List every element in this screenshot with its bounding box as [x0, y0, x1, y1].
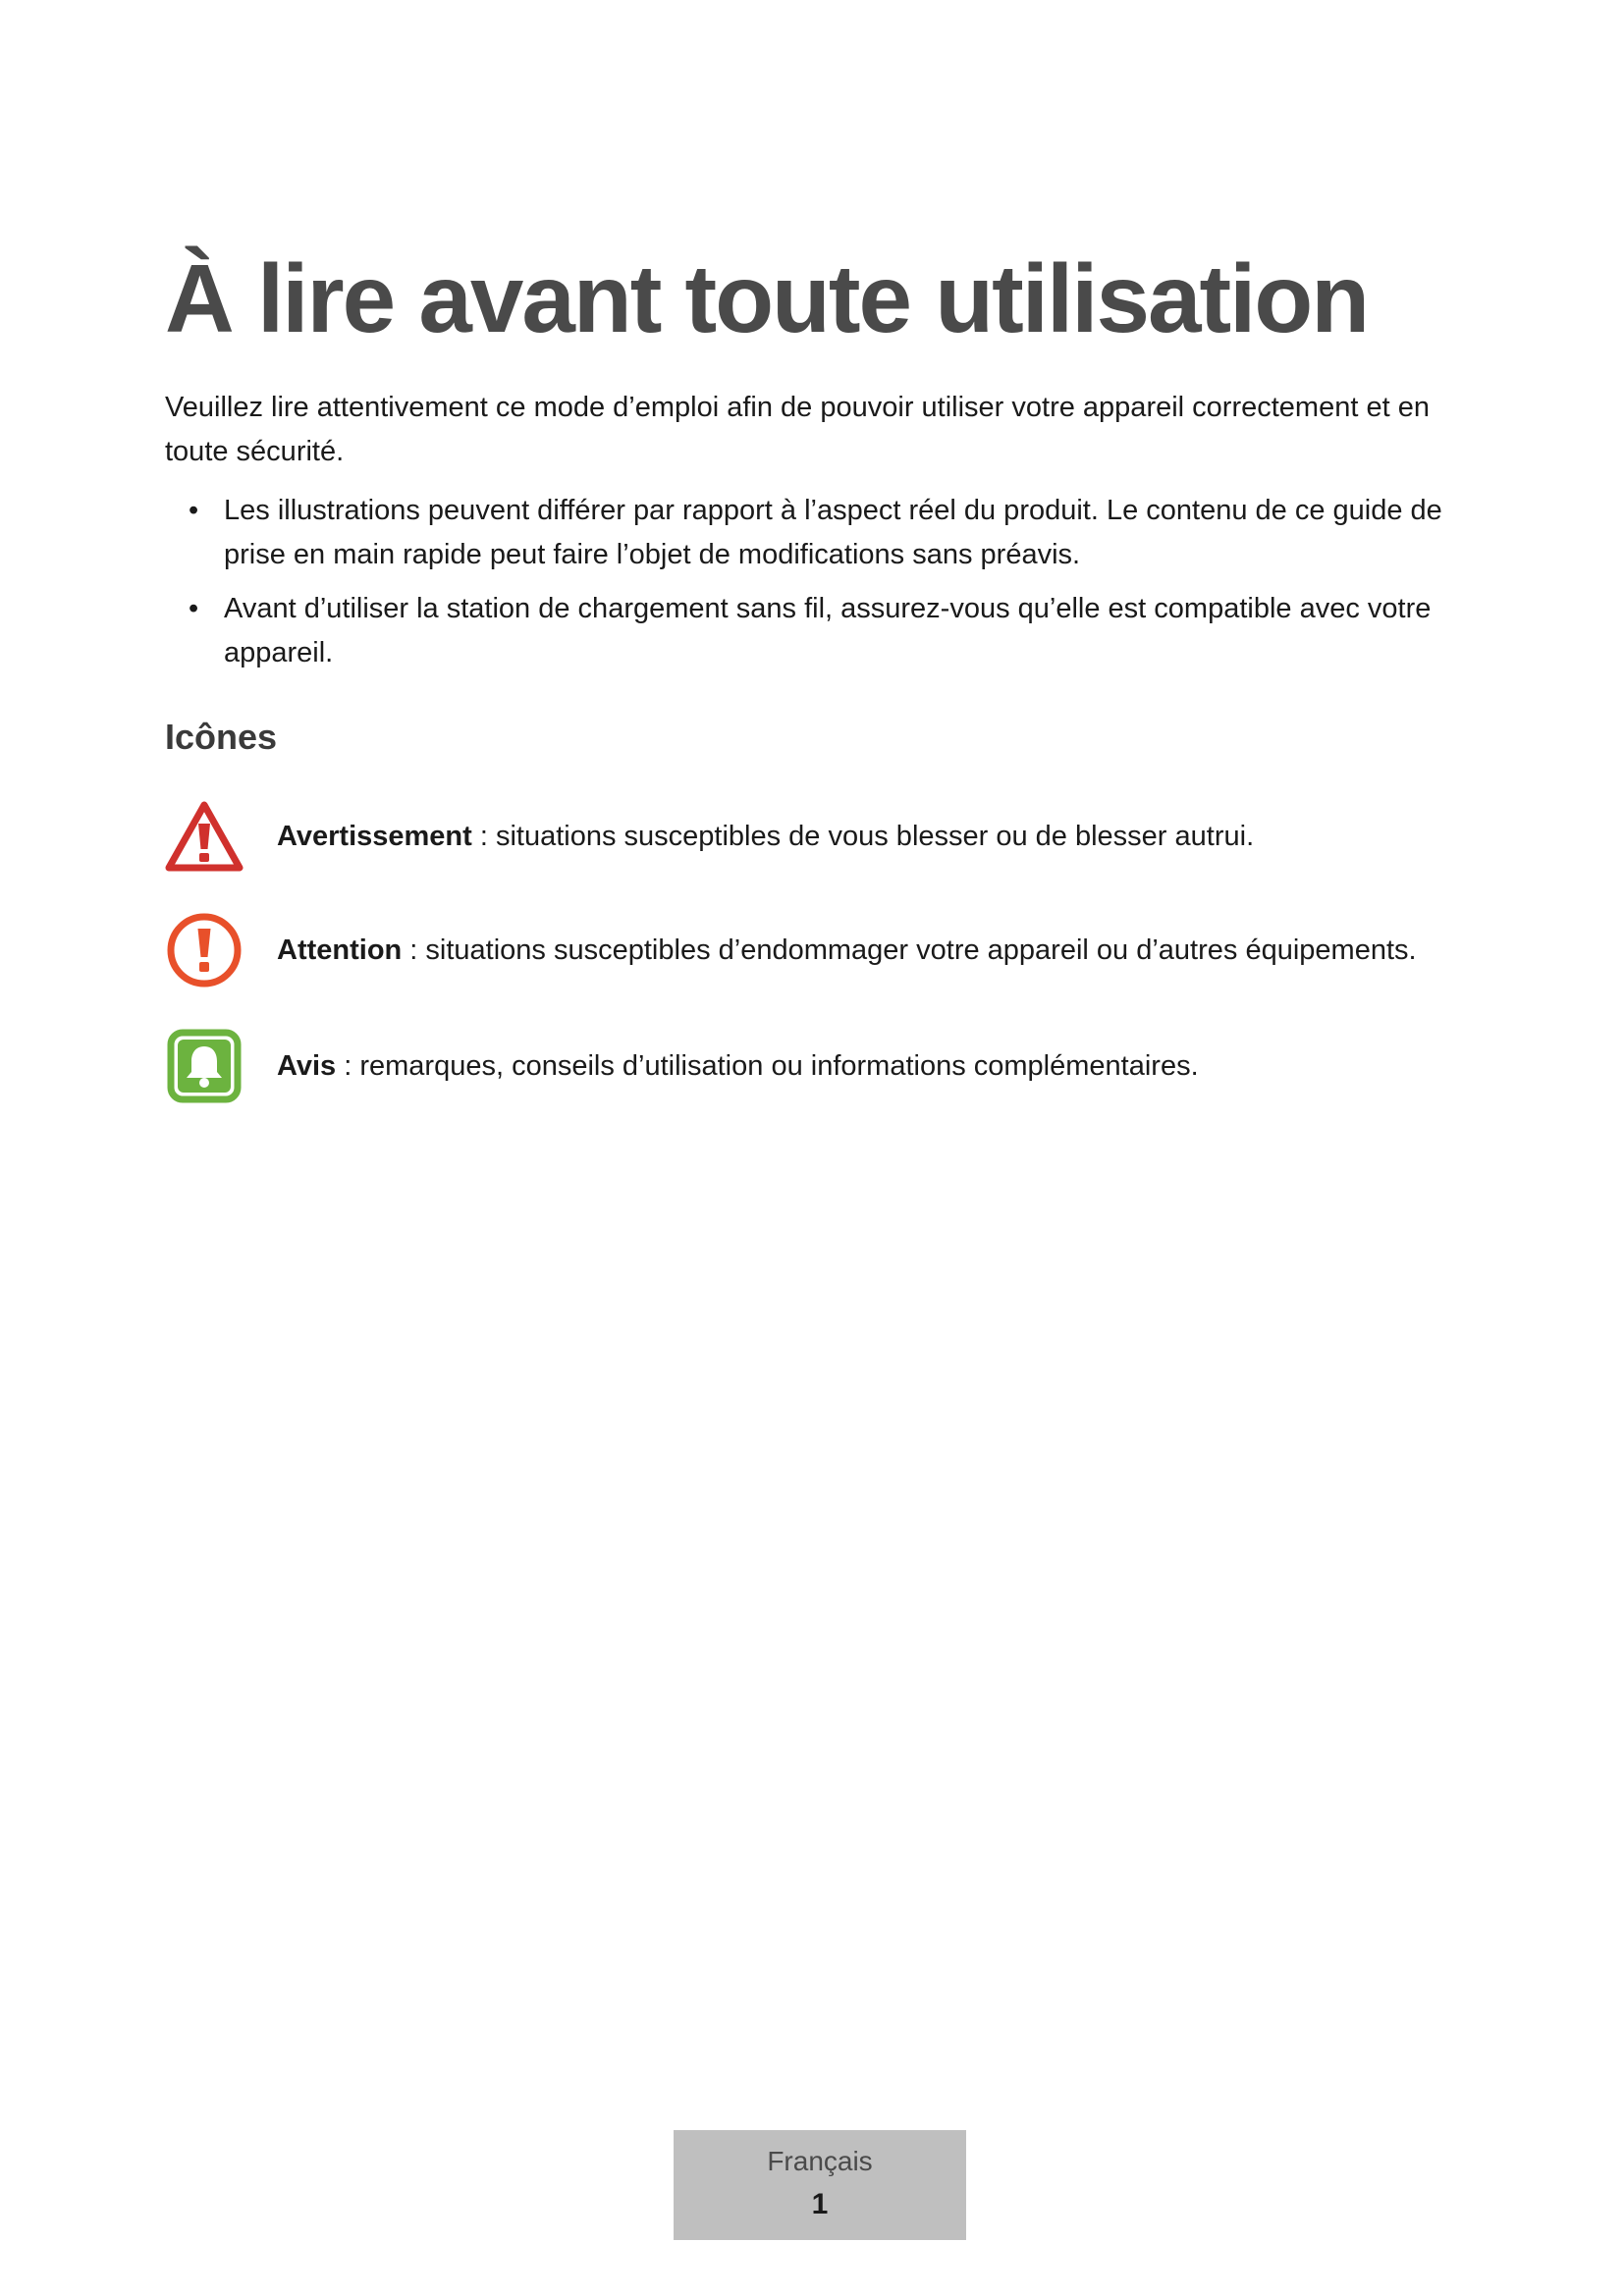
bullet-list [165, 489, 1481, 685]
bullet-marker: • [189, 495, 199, 526]
icon-row-warning [165, 797, 1520, 876]
warning-text: : situations susceptibles de vous blesser ou de blesser autrui. [471, 821, 1255, 852]
warning-triangle-icon [165, 797, 244, 876]
bell-note-icon [165, 1027, 244, 1105]
footer-language: Français [767, 2146, 873, 2176]
list-item [165, 587, 1481, 675]
page-number: 1 [811, 2188, 829, 2220]
note-term: Avis [277, 1050, 337, 1082]
list-item [165, 489, 1481, 577]
caution-term: Attention [277, 934, 403, 966]
warning-term: Avertissement [277, 821, 472, 852]
page-title: À lire avant toute utilisation [165, 244, 1369, 352]
caution-circle-icon [165, 911, 244, 989]
intro-paragraph: Veuillez lire attentivement ce mode d’emploi afin de pouvoir utiliser votre appareil correctement et en toute sécurité. [165, 392, 1430, 467]
bullet-marker: • [189, 593, 199, 624]
caution-description [277, 931, 1417, 970]
page-footer [674, 2130, 966, 2240]
note-description [277, 1046, 1199, 1086]
icon-row-caution [165, 911, 1520, 989]
section-heading-icons: Icônes [165, 717, 278, 757]
warning-description [277, 817, 1254, 856]
caution-text: : situations susceptibles d’endommager votre appareil ou d’autres équipements. [402, 934, 1417, 966]
note-text: : remarques, conseils d’utilisation ou informations complémentaires. [336, 1050, 1199, 1082]
bullet-text: Les illustrations peuvent différer par rapport à l’aspect réel du produit. Le contenu de ce guide de prise en main rapide peut faire l’objet de modifications sans préavis. [224, 495, 1442, 570]
icon-row-note [165, 1027, 1520, 1105]
bullet-text: Avant d’utiliser la station de chargement sans fil, assurez-vous qu’elle est compatible avec votre appareil. [224, 593, 1432, 668]
